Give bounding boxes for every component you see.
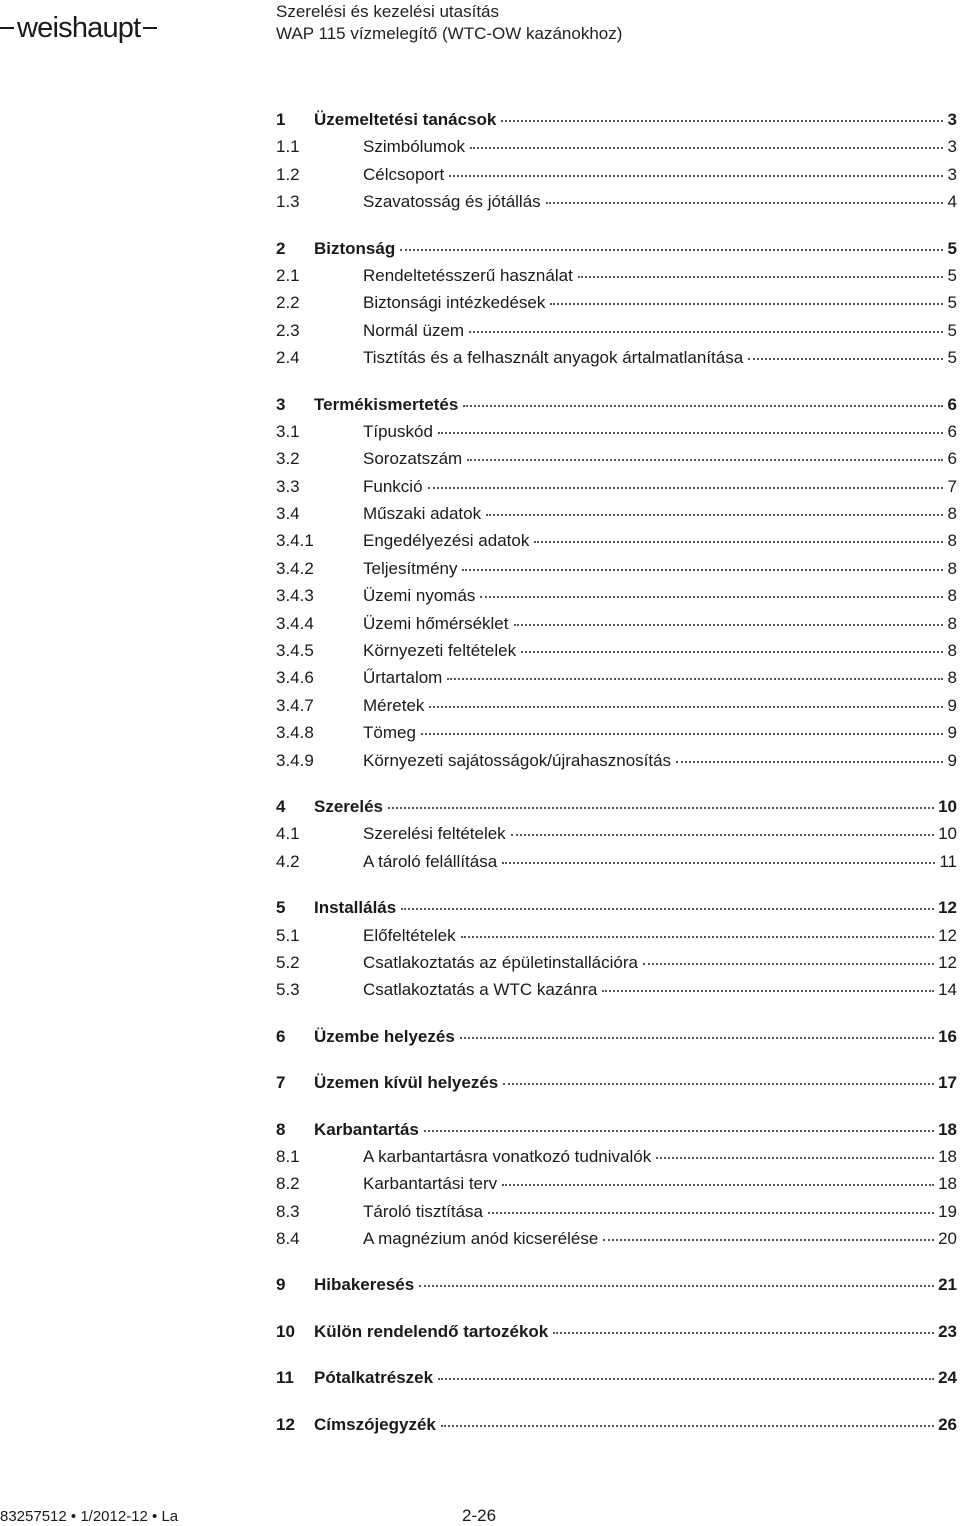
- dot-leader: [449, 174, 943, 177]
- toc-chapter-entry[interactable]: [276, 1368, 957, 1395]
- toc-entry-page: 5: [947, 348, 957, 368]
- toc-entry-number: 12: [276, 1414, 295, 1434]
- toc-entry-label: Üzembe helyezés: [314, 1026, 455, 1046]
- toc-entry-number: 3.4.9: [276, 750, 314, 770]
- toc-entry-number: 5.1: [276, 925, 300, 945]
- toc-entry-label: Pótalkatrészek: [314, 1368, 434, 1388]
- table-of-contents: [276, 110, 957, 1461]
- toc-entry-number: 3.4: [276, 504, 300, 524]
- dot-leader: [461, 935, 934, 938]
- toc-section: [276, 1120, 957, 1257]
- dot-leader: [469, 330, 943, 333]
- toc-entry-label: Rendeltetésszerű használat: [363, 265, 573, 285]
- dot-leader: [748, 357, 943, 360]
- dot-leader: [643, 962, 934, 965]
- toc-entry-label: Üzemen kívül helyezés: [314, 1073, 499, 1093]
- dot-leader: [419, 1284, 934, 1287]
- toc-entry-page: 8: [947, 613, 957, 633]
- toc-section: [276, 110, 957, 220]
- toc-entry-page: 11: [939, 851, 957, 871]
- toc-chapter-entry[interactable]: [276, 1322, 957, 1349]
- toc-entry-number: 8.1: [276, 1146, 300, 1166]
- toc-entry-number: 4.1: [276, 824, 300, 844]
- toc-entry-number: 4: [276, 796, 286, 816]
- toc-entry-label: Szavatosság és jótállás: [363, 192, 541, 212]
- toc-chapter-entry[interactable]: [276, 239, 957, 266]
- toc-entry-label: Hibakeresés: [314, 1275, 415, 1295]
- weishaupt-logo: [0, 8, 157, 48]
- toc-entry-label: Célcsoport: [363, 164, 445, 184]
- toc-entry-page: 20: [938, 1229, 957, 1249]
- toc-entry-page: 18: [938, 1174, 957, 1194]
- toc-subsection-entry[interactable]: [276, 1202, 957, 1229]
- toc-entry-page: 14: [938, 980, 957, 1000]
- toc-entry-number: 3.4.5: [276, 641, 314, 661]
- logo-dash-left: [0, 27, 14, 29]
- toc-entry-page: 8: [947, 668, 957, 688]
- toc-subsection-entry[interactable]: [276, 137, 957, 164]
- toc-chapter-entry[interactable]: [276, 1027, 957, 1054]
- toc-subsection-entry[interactable]: [276, 980, 957, 1007]
- document-title-line2: WAP 115 vízmelegítő (WTC-OW kazánokhoz): [276, 24, 623, 43]
- toc-entry-page: 6: [947, 394, 957, 414]
- document-title-line1: Szerelési és kezelési utasítás: [276, 2, 499, 21]
- toc-section: [276, 797, 957, 879]
- dot-leader: [521, 650, 943, 653]
- toc-entry-label: Tisztítás és a felhasznált anyagok ártalmatlanítása: [363, 348, 744, 368]
- toc-subsection-entry[interactable]: [276, 852, 957, 879]
- toc-entry-number: 8.4: [276, 1229, 300, 1249]
- dot-leader: [550, 302, 943, 305]
- toc-entry-number: 3.4.3: [276, 586, 314, 606]
- document-title: [276, 1, 622, 45]
- toc-entry-page: 7: [947, 476, 957, 496]
- toc-entry-number: 5.3: [276, 980, 300, 1000]
- toc-entry-label: Csatlakoztatás az épületinstallációra: [363, 952, 638, 972]
- toc-subsection-entry[interactable]: [276, 1174, 957, 1201]
- toc-entry-number: 2.4: [276, 348, 300, 368]
- toc-entry-label: Üzemi hőmérséklet: [363, 613, 509, 633]
- dot-leader: [486, 513, 943, 516]
- toc-entry-label: Üzemeltetési tanácsok: [314, 110, 497, 129]
- document-code: 83257512 • 1/2012-12 • La: [0, 1508, 179, 1525]
- toc-subsection-entry[interactable]: [276, 668, 957, 695]
- toc-entry-label: A tároló felállítása: [363, 851, 498, 871]
- toc-entry-label: Szerelés: [314, 796, 383, 816]
- toc-entry-number: 3.4.1: [276, 531, 314, 551]
- toc-entry-label: Csatlakoztatás a WTC kazánra: [363, 980, 598, 1000]
- toc-subsection-entry[interactable]: [276, 586, 957, 613]
- toc-entry-label: Környezeti feltételek: [363, 641, 517, 661]
- toc-entry-page: 17: [938, 1073, 957, 1093]
- toc-entry-label: Típuskód: [363, 421, 433, 441]
- toc-entry-number: 4.2: [276, 851, 300, 871]
- toc-entry-number: 1.1: [276, 137, 300, 157]
- logo-text: weishaupt: [17, 11, 141, 44]
- toc-entry-page: 6: [947, 449, 957, 469]
- toc-entry-page: 3: [947, 110, 957, 129]
- toc-section: [276, 898, 957, 1008]
- toc-entry-number: 7: [276, 1073, 286, 1093]
- toc-section: [276, 1322, 957, 1349]
- toc-entry-page: 8: [947, 558, 957, 578]
- toc-entry-label: Installálás: [314, 898, 397, 918]
- dot-leader: [603, 1238, 934, 1241]
- toc-entry-number: 3.4.7: [276, 695, 314, 715]
- toc-chapter-entry[interactable]: [276, 1073, 957, 1100]
- toc-entry-number: 2.3: [276, 320, 300, 340]
- toc-subsection-entry[interactable]: [276, 321, 957, 348]
- dot-leader: [462, 568, 943, 571]
- toc-entry-page: 12: [938, 898, 957, 918]
- toc-entry-page: 12: [938, 952, 957, 972]
- toc-chapter-entry[interactable]: [276, 1275, 957, 1302]
- toc-entry-number: 3.3: [276, 476, 300, 496]
- toc-chapter-entry[interactable]: [276, 797, 957, 824]
- toc-entry-number: 5.2: [276, 952, 300, 972]
- toc-subsection-entry[interactable]: [276, 348, 957, 375]
- toc-entry-page: 24: [938, 1368, 957, 1388]
- toc-entry-number: 8.3: [276, 1201, 300, 1221]
- dot-leader: [428, 486, 943, 489]
- toc-entry-label: Karbantartás: [314, 1119, 419, 1139]
- toc-entry-label: Üzemi nyomás: [363, 586, 476, 606]
- toc-subsection-entry[interactable]: [276, 504, 957, 531]
- dot-leader: [421, 732, 943, 735]
- toc-subsection-entry[interactable]: [276, 449, 957, 476]
- dot-leader: [502, 1183, 934, 1186]
- dot-leader: [438, 431, 943, 434]
- toc-entry-page: 18: [938, 1119, 957, 1139]
- toc-subsection-entry[interactable]: [276, 1147, 957, 1174]
- dot-leader: [470, 146, 943, 149]
- dot-leader: [511, 833, 934, 836]
- toc-entry-label: Tömeg: [363, 723, 416, 743]
- toc-entry-page: 8: [947, 641, 957, 661]
- dot-leader: [401, 907, 934, 910]
- dot-leader: [502, 861, 935, 864]
- toc-entry-page: 21: [938, 1275, 957, 1295]
- dot-leader: [534, 540, 943, 543]
- toc-entry-number: 3.4.4: [276, 613, 314, 633]
- toc-entry-number: 1: [276, 110, 286, 129]
- toc-entry-page: 5: [947, 293, 957, 313]
- toc-entry-number: 3.4.8: [276, 723, 314, 743]
- toc-entry-number: 11: [276, 1368, 294, 1388]
- toc-section: [276, 1415, 957, 1442]
- toc-entry-label: Funkció: [363, 476, 423, 496]
- toc-entry-label: Űrtartalom: [363, 668, 443, 688]
- toc-entry-number: 3: [276, 394, 286, 414]
- toc-section: [276, 1073, 957, 1100]
- toc-subsection-entry[interactable]: [276, 192, 957, 219]
- toc-section: [276, 1368, 957, 1395]
- toc-entry-number: 3.1: [276, 421, 300, 441]
- toc-entry-page: 10: [938, 824, 957, 844]
- toc-entry-label: Engedélyezési adatok: [363, 531, 530, 551]
- toc-entry-page: 8: [947, 531, 957, 551]
- toc-entry-label: Méretek: [363, 695, 425, 715]
- dot-leader: [602, 989, 934, 992]
- dot-leader: [503, 1082, 934, 1085]
- dot-leader: [514, 623, 944, 626]
- dot-leader: [578, 275, 943, 278]
- dot-leader: [676, 760, 943, 763]
- dot-leader: [480, 595, 943, 598]
- toc-subsection-entry[interactable]: [276, 293, 957, 320]
- toc-subsection-entry[interactable]: [276, 1229, 957, 1256]
- toc-entry-number: 5: [276, 898, 286, 918]
- toc-entry-number: 1.2: [276, 164, 300, 184]
- dot-leader: [388, 806, 934, 809]
- toc-entry-label: Sorozatszám: [363, 449, 463, 469]
- dot-leader: [429, 705, 943, 708]
- page-header: [0, 0, 960, 60]
- toc-entry-label: Címszójegyzék: [314, 1414, 436, 1434]
- toc-chapter-entry[interactable]: [276, 1415, 957, 1442]
- toc-entry-page: 16: [938, 1026, 957, 1046]
- toc-entry-label: Szerelési feltételek: [363, 824, 506, 844]
- toc-subsection-entry[interactable]: [276, 531, 957, 558]
- dot-leader: [463, 404, 943, 407]
- dot-leader: [501, 119, 943, 122]
- toc-entry-number: 3.4.6: [276, 668, 314, 688]
- toc-section: [276, 1027, 957, 1054]
- dot-leader: [656, 1156, 934, 1159]
- dot-leader: [400, 248, 943, 251]
- toc-entry-number: 8: [276, 1119, 286, 1139]
- toc-entry-page: 5: [947, 265, 957, 285]
- toc-entry-page: 5: [947, 320, 957, 340]
- dot-leader: [488, 1211, 934, 1214]
- toc-entry-page: 19: [938, 1201, 957, 1221]
- toc-chapter-entry[interactable]: [276, 1120, 957, 1147]
- toc-subsection-entry[interactable]: [276, 266, 957, 293]
- dot-leader: [467, 458, 943, 461]
- toc-entry-number: 1.3: [276, 192, 300, 212]
- toc-entry-label: Teljesítmény: [363, 558, 458, 578]
- toc-entry-label: Normál üzem: [363, 320, 465, 340]
- toc-entry-page: 26: [938, 1414, 957, 1434]
- dot-leader: [438, 1377, 934, 1380]
- toc-entry-page: 8: [947, 504, 957, 524]
- toc-section: [276, 1275, 957, 1302]
- toc-subsection-entry[interactable]: [276, 953, 957, 980]
- toc-chapter-entry[interactable]: [276, 898, 957, 925]
- toc-entry-number: 3.2: [276, 449, 300, 469]
- toc-entry-page: 9: [947, 695, 957, 715]
- toc-entry-page: 9: [947, 750, 957, 770]
- toc-entry-page: 8: [947, 586, 957, 606]
- toc-entry-page: 18: [938, 1146, 957, 1166]
- toc-entry-label: Szimbólumok: [363, 137, 466, 157]
- toc-entry-label: Környezeti sajátosságok/újrahasznosítás: [363, 750, 672, 770]
- toc-entry-page: 12: [938, 925, 957, 945]
- toc-entry-number: 6: [276, 1026, 286, 1046]
- toc-entry-page: 10: [938, 796, 957, 816]
- dot-leader: [546, 201, 943, 204]
- toc-subsection-entry[interactable]: [276, 165, 957, 192]
- toc-entry-page: 4: [947, 192, 957, 212]
- toc-section: [276, 395, 957, 778]
- toc-entry-label: Biztonság: [314, 238, 396, 258]
- toc-entry-label: Műszaki adatok: [363, 504, 482, 524]
- toc-chapter-entry[interactable]: [276, 110, 957, 137]
- logo-dash-right: [143, 27, 157, 29]
- toc-entry-page: 6: [947, 421, 957, 441]
- toc-entry-number: 2.2: [276, 293, 300, 313]
- toc-entry-number: 10: [276, 1321, 295, 1341]
- toc-entry-page: 9: [947, 723, 957, 743]
- toc-subsection-entry[interactable]: [276, 751, 957, 778]
- toc-entry-number: 2: [276, 238, 286, 258]
- toc-entry-label: Karbantartási terv: [363, 1174, 498, 1194]
- dot-leader: [460, 1036, 934, 1039]
- toc-entry-label: Tároló tisztítása: [363, 1201, 483, 1221]
- toc-entry-label: Biztonsági intézkedések: [363, 293, 546, 313]
- toc-entry-number: 8.2: [276, 1174, 300, 1194]
- toc-chapter-entry[interactable]: [276, 395, 957, 422]
- toc-subsection-entry[interactable]: [276, 723, 957, 750]
- dot-leader: [553, 1331, 934, 1334]
- toc-entry-page: 3: [947, 164, 957, 184]
- toc-section: [276, 239, 957, 376]
- toc-subsection-entry[interactable]: [276, 696, 957, 723]
- toc-entry-page: 3: [947, 137, 957, 157]
- dot-leader: [424, 1129, 934, 1132]
- toc-entry-page: 5: [947, 238, 957, 258]
- toc-subsection-entry[interactable]: [276, 559, 957, 586]
- toc-subsection-entry[interactable]: [276, 614, 957, 641]
- dot-leader: [447, 677, 943, 680]
- toc-entry-number: 9: [276, 1275, 286, 1295]
- toc-entry-number: 3.4.2: [276, 558, 314, 578]
- toc-entry-label: Előfeltételek: [363, 925, 456, 945]
- page-number: 2-26: [462, 1506, 497, 1525]
- toc-subsection-entry[interactable]: [276, 422, 957, 449]
- toc-subsection-entry[interactable]: [276, 477, 957, 504]
- toc-entry-label: Termékismertetés: [314, 394, 459, 414]
- toc-subsection-entry[interactable]: [276, 641, 957, 668]
- toc-entry-label: A karbantartásra vonatkozó tudnivalók: [363, 1146, 652, 1166]
- toc-entry-label: Külön rendelendő tartozékok: [314, 1321, 549, 1341]
- toc-entry-number: 2.1: [276, 265, 300, 285]
- dot-leader: [441, 1424, 934, 1427]
- toc-subsection-entry[interactable]: [276, 824, 957, 851]
- toc-entry-page: 23: [938, 1321, 957, 1341]
- toc-entry-label: A magnézium anód kicserélése: [363, 1229, 599, 1249]
- toc-subsection-entry[interactable]: [276, 926, 957, 953]
